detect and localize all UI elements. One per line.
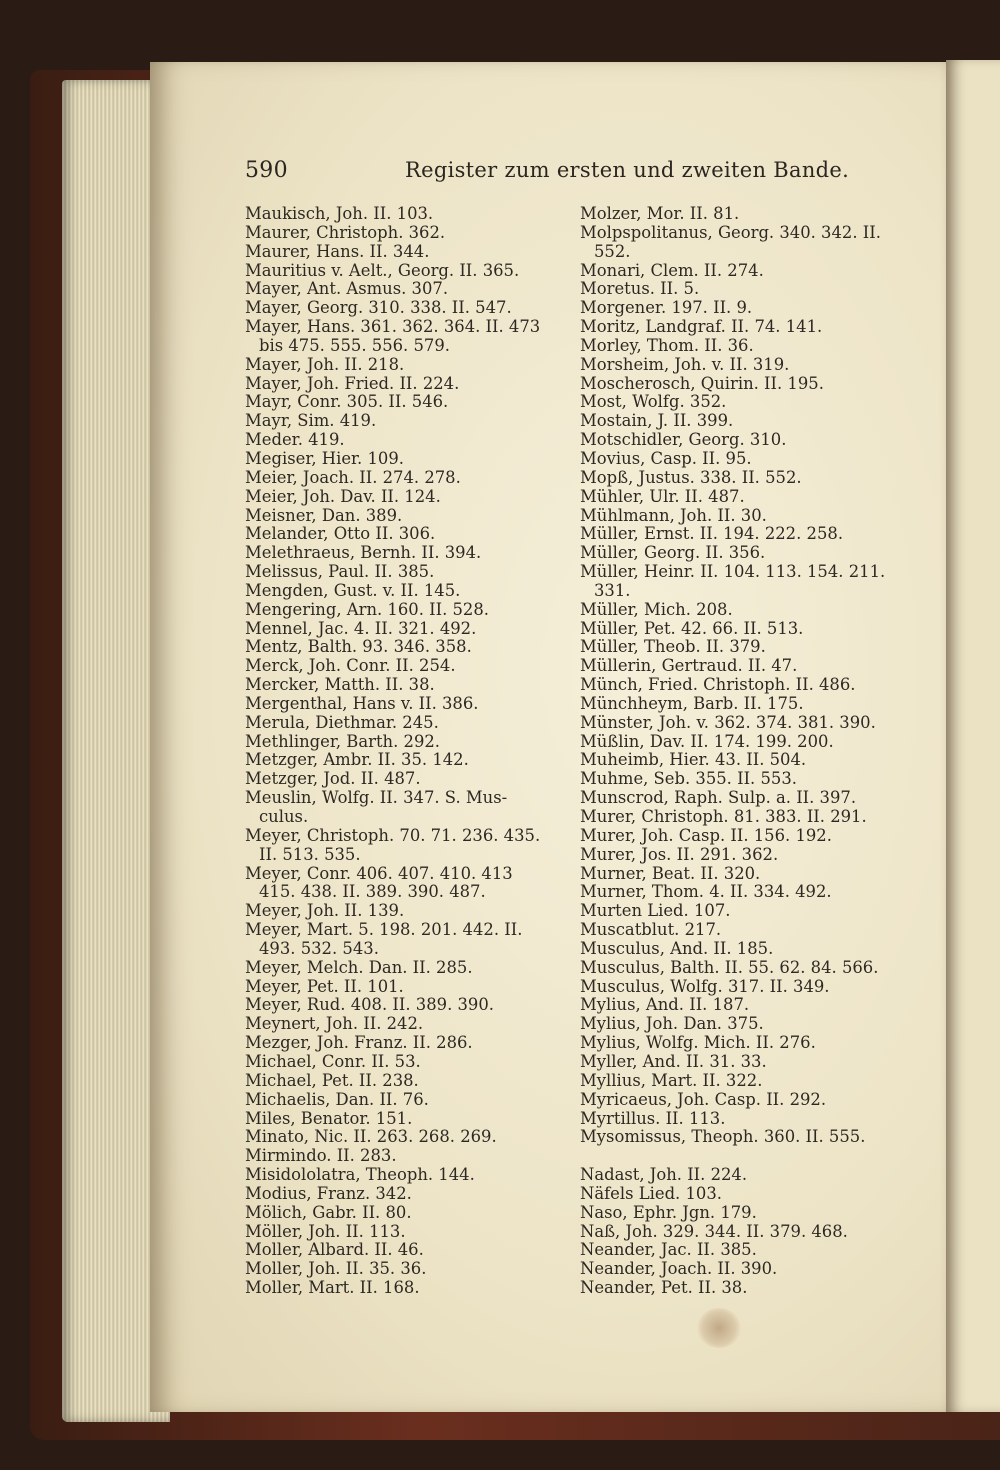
index-entry: Murer, Christoph. 81. 383. II. 291. bbox=[580, 807, 867, 826]
index-entry: 493. 532. 543. bbox=[259, 938, 379, 958]
index-entry: Misidololatra, Theoph. 144. bbox=[245, 1165, 475, 1185]
index-entry: Mylius, Wolfg. Mich. II. 276. bbox=[580, 1033, 816, 1053]
index-entry: Munscrod, Raph. Sulp. a. II. 397. bbox=[580, 788, 857, 808]
index-entry: Mirmindo. II. 283. bbox=[245, 1146, 397, 1166]
index-entry: culus. bbox=[259, 807, 309, 826]
index-entry: Neander, Pet. II. 38. bbox=[580, 1278, 748, 1298]
index-entry: Murten Lied. 107. bbox=[580, 901, 731, 921]
index-entry: Miles, Benator. 151. bbox=[245, 1108, 413, 1128]
index-entry: Mylius, And. II. 187. bbox=[580, 995, 750, 1015]
facing-page-edge bbox=[946, 60, 1000, 1412]
index-entry: Möller, Joh. II. 113. bbox=[245, 1221, 406, 1241]
index-entry: Maukisch, Joh. II. 103. bbox=[245, 204, 434, 223]
index-entry: Neander, Joach. II. 390. bbox=[580, 1259, 778, 1279]
index-entry: Meyer, Conr. 406. 407. 410. 413 bbox=[245, 863, 513, 883]
index-entry: Müller, Mich. 208. bbox=[580, 599, 733, 619]
page-header bbox=[245, 158, 850, 192]
index-entry: Mezger, Joh. Franz. II. 286. bbox=[245, 1033, 473, 1053]
index-entry: Murner, Thom. 4. II. 334. 492. bbox=[580, 882, 832, 902]
index-entry: Münster, Joh. v. 362. 374. 381. 390. bbox=[580, 712, 876, 732]
index-entry: Muhme, Seb. 355. II. 553. bbox=[580, 769, 797, 789]
index-entry: Mayer, Joh. Fried. II. 224. bbox=[245, 373, 460, 393]
index-entry: Mylius, Joh. Dan. 375. bbox=[580, 1014, 764, 1034]
index-entry: Myricaeus, Joh. Casp. II. 292. bbox=[580, 1089, 827, 1109]
index-entry: Mayer, Georg. 310. 338. II. 547. bbox=[245, 298, 512, 318]
index-entry: Mostain, J. II. 399. bbox=[580, 411, 734, 431]
index-entry: Müllerin, Gertraud. II. 47. bbox=[580, 656, 798, 676]
index-entry: Müller, Heinr. II. 104. 113. 154. 211. bbox=[580, 562, 886, 582]
index-entry: Müller, Georg. II. 356. bbox=[580, 543, 766, 563]
index-entry: Mühlmann, Joh. II. 30. bbox=[580, 505, 767, 525]
index-entry: Meuslin, Wolfg. II. 347. S. Mus- bbox=[245, 788, 508, 808]
index-entry: Monari, Clem. II. 274. bbox=[580, 260, 764, 280]
index-entry: Müller, Pet. 42. 66. II. 513. bbox=[580, 618, 804, 638]
running-title: Register zum ersten und zweiten Bande. bbox=[405, 158, 850, 182]
index-entry: Muscatblut. 217. bbox=[580, 920, 722, 940]
index-entry: Mayer, Joh. II. 218. bbox=[245, 354, 405, 374]
index-entry: Mengden, Gust. v. II. 145. bbox=[245, 580, 461, 600]
index-entry: Myller, And. II. 31. 33. bbox=[580, 1051, 767, 1071]
index-entry: Mengering, Arn. 160. II. 528. bbox=[245, 599, 489, 619]
index-entry: Neander, Jac. II. 385. bbox=[580, 1240, 757, 1260]
index-entry: Meyer, Rud. 408. II. 389. 390. bbox=[245, 995, 494, 1015]
index-entry: bis 475. 555. 556. 579. bbox=[259, 335, 450, 355]
index-entry: Meder. 419. bbox=[245, 430, 345, 450]
index-entry: Moretus. II. 5. bbox=[580, 279, 700, 299]
index-entry: Mölich, Gabr. II. 80. bbox=[245, 1202, 412, 1222]
page-number: 590 bbox=[245, 158, 288, 183]
index-entry: Movius, Casp. II. 95. bbox=[580, 448, 752, 468]
index-entry: Mysomissus, Theoph. 360. II. 555. bbox=[580, 1127, 866, 1147]
index-entry: Mühler, Ulr. II. 487. bbox=[580, 486, 745, 506]
index-entry: Meier, Joach. II. 274. 278. bbox=[245, 467, 461, 487]
index-entry: Maurer, Christoph. 362. bbox=[245, 222, 446, 242]
index-entry: Mauritius v. Aelt., Georg. II. 365. bbox=[245, 260, 520, 280]
index-entry: Meyer, Christoph. 70. 71. 236. 435. bbox=[245, 825, 541, 845]
index-entry: Mergenthal, Hans v. II. 386. bbox=[245, 693, 479, 713]
index-entry: Michael, Pet. II. 238. bbox=[245, 1070, 419, 1090]
index-entry: Mercker, Matth. II. 38. bbox=[245, 675, 435, 695]
index-column-right bbox=[580, 205, 910, 1298]
index-entry: Moritz, Landgraf. II. 74. 141. bbox=[580, 317, 823, 337]
index-entry: Mennel, Jac. 4. II. 321. 492. bbox=[245, 618, 477, 638]
index-entry: Musculus, Wolfg. 317. II. 349. bbox=[580, 976, 830, 996]
index-entry: Muheimb, Hier. 43. II. 504. bbox=[580, 750, 807, 770]
index-entry: Morley, Thom. II. 36. bbox=[580, 335, 754, 355]
index-entry: Merck, Joh. Conr. II. 254. bbox=[245, 656, 456, 676]
index-entry: Mayr, Sim. 419. bbox=[245, 411, 377, 431]
index-entry: Musculus, And. II. 185. bbox=[580, 938, 774, 958]
index-entry: Myllius, Mart. II. 322. bbox=[580, 1070, 763, 1090]
index-entry: Moller, Albard. II. 46. bbox=[245, 1240, 424, 1260]
index-entry: Meyer, Mart. 5. 198. 201. 442. II. bbox=[245, 920, 523, 940]
index-entry: Molzer, Mor. II. 81. bbox=[580, 204, 740, 223]
index-column-left bbox=[245, 205, 565, 1298]
index-entry: Maurer, Hans. II. 344. bbox=[245, 241, 430, 261]
index-entry: Münchheym, Barb. II. 175. bbox=[580, 693, 804, 713]
index-entry: 552. bbox=[594, 241, 631, 261]
index-entry: Näfels Lied. 103. bbox=[580, 1183, 722, 1203]
index-entry: Molpspolitanus, Georg. 340. 342. II. bbox=[580, 222, 881, 242]
index-entry: Meisner, Dan. 389. bbox=[245, 505, 403, 525]
index-entry: Müller, Ernst. II. 194. 222. 258. bbox=[580, 524, 844, 544]
index-entry: Murer, Joh. Casp. II. 156. 192. bbox=[580, 825, 832, 845]
index-entry: Methlinger, Barth. 292. bbox=[245, 731, 441, 751]
section-gap bbox=[580, 1147, 910, 1166]
index-entry: Morsheim, Joh. v. II. 319. bbox=[580, 354, 790, 374]
index-entry: Melander, Otto II. 306. bbox=[245, 524, 436, 544]
index-entry: Müßlin, Dav. II. 174. 199. 200. bbox=[580, 731, 834, 751]
index-entry: Mentz, Balth. 93. 346. 358. bbox=[245, 637, 472, 657]
index-entry: Musculus, Balth. II. 55. 62. 84. 566. bbox=[580, 957, 879, 977]
index-entry: Michaelis, Dan. II. 76. bbox=[245, 1089, 429, 1109]
index-entry: Motschidler, Georg. 310. bbox=[580, 430, 787, 450]
index-entry: Metzger, Jod. II. 487. bbox=[245, 769, 421, 789]
index-entry: Nadast, Joh. II. 224. bbox=[580, 1165, 748, 1185]
index-entry: Mopß, Justus. 338. II. 552. bbox=[580, 467, 802, 487]
index-entry: Meynert, Joh. II. 242. bbox=[245, 1014, 424, 1034]
index-entry: Most, Wolfg. 352. bbox=[580, 392, 727, 412]
index-entry: 415. 438. II. 389. 390. 487. bbox=[259, 882, 486, 902]
index-entry: Naß, Joh. 329. 344. II. 379. 468. bbox=[580, 1221, 848, 1241]
index-entry: Naso, Ephr. Jgn. 179. bbox=[580, 1202, 757, 1222]
index-entry: Melethraeus, Bernh. II. 394. bbox=[245, 543, 482, 563]
index-entry: 331. bbox=[594, 580, 631, 600]
index-entry: II. 513. 535. bbox=[259, 844, 361, 864]
index-entry: Morgener. 197. II. 9. bbox=[580, 298, 753, 318]
index-entry: Metzger, Ambr. II. 35. 142. bbox=[245, 750, 469, 770]
index-entry: Mayer, Ant. Asmus. 307. bbox=[245, 279, 449, 299]
index-entry: Meier, Joh. Dav. II. 124. bbox=[245, 486, 441, 506]
index-entry: Myrtillus. II. 113. bbox=[580, 1108, 726, 1128]
index-entry: Mayr, Conr. 305. II. 546. bbox=[245, 392, 449, 412]
index-entry: Moller, Mart. II. 168. bbox=[245, 1278, 420, 1298]
index-entry: Merula, Diethmar. 245. bbox=[245, 712, 439, 732]
index-entry: Megiser, Hier. 109. bbox=[245, 448, 404, 468]
index-entry: Modius, Franz. 342. bbox=[245, 1183, 412, 1203]
index-entry: Moscherosch, Quirin. II. 195. bbox=[580, 373, 824, 393]
index-entry: Münch, Fried. Christoph. II. 486. bbox=[580, 675, 856, 695]
index-entry: Meyer, Joh. II. 139. bbox=[245, 901, 405, 921]
index-entry: Meyer, Pet. II. 101. bbox=[245, 976, 404, 996]
index-entry: Müller, Theob. II. 379. bbox=[580, 637, 766, 657]
paper-stain bbox=[697, 1308, 741, 1348]
index-entry: Mayer, Hans. 361. 362. 364. II. 473 bbox=[245, 317, 541, 337]
index-entry: Murer, Jos. II. 291. 362. bbox=[580, 844, 779, 864]
index-entry: Moller, Joh. II. 35. 36. bbox=[245, 1259, 427, 1279]
index-entry: Melissus, Paul. II. 385. bbox=[245, 562, 435, 582]
index-entry: Meyer, Melch. Dan. II. 285. bbox=[245, 957, 473, 977]
index-entry: Michael, Conr. II. 53. bbox=[245, 1051, 421, 1071]
index-entry: Murner, Beat. II. 320. bbox=[580, 863, 761, 883]
index-entry: Minato, Nic. II. 263. 268. 269. bbox=[245, 1127, 497, 1147]
